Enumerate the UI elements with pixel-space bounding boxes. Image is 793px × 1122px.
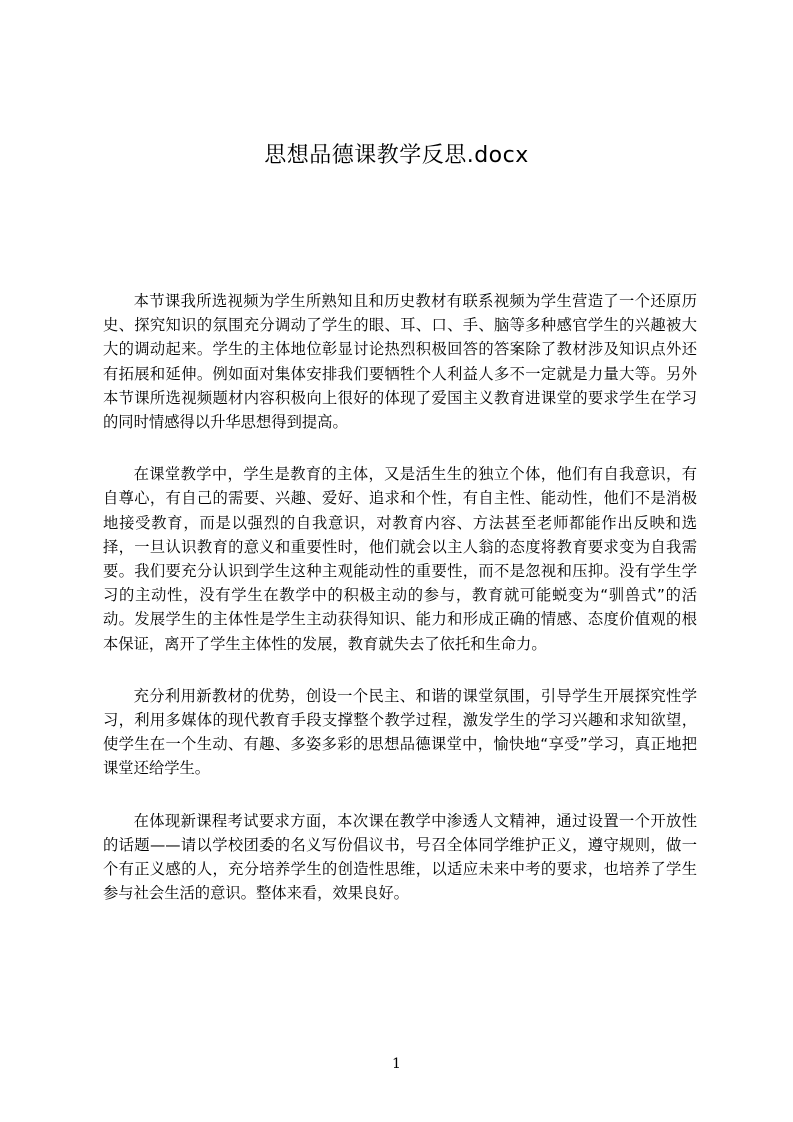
paragraph-4: 在体现新课程考试要求方面，本次课在教学中渗透人文精神，通过设置一个开放性的话题——请以学校团委的名义写份倡议书，号召全体同学维护正义，遵守规则，做一个有正义感的人，充分培养学生的创造性思维，以适应未来中考的要求，也培养了学生参与社会生活的意识。整体来看，效果良好。 <box>103 811 697 903</box>
paragraph-3: 充分利用新教材的优势，创设一个民主、和谐的课堂氛围，引导学生开展探究性学习，利用多媒体的现代教育手段支撑整个教学过程，激发学生的学习兴趣和求知欲望，使学生在一个生动、有趣、多姿多彩的思想品德课堂中，愉快地“享受”学习，真正地把课堂还给学生。 <box>103 686 697 778</box>
page-number: 1 <box>392 1056 401 1072</box>
document-title: 思想品德课教学反思.docx <box>264 143 529 168</box>
document-body <box>103 289 697 933</box>
paragraph-2: 在课堂教学中，学生是教育的主体，又是活生生的独立个体，他们有自我意识，有自尊心，有自己的需要、兴趣、爱好、追求和个性，有自主性、能动性，他们不是消极地接受教育，而是以强烈的自我意识，对教育内容、方法甚至老师都能作出反映和选择，一旦认识教育的意义和重要性时，他们就会以主人翁的态度将教育要求变为自我需要。我们要充分认识到学生这种主观能动性的重要性，而不是忽视和压抑。没有学生学习的主动性，没有学生在教学中的积极主动的参与，教育就可能蜕变为“驯兽式”的活动。发展学生的主体性是学生主动获得知识、能力和形成正确的情感、态度价值观的根本保证，离开了学生主体性的发展，教育就失去了依托和生命力。 <box>103 465 697 653</box>
paragraph-1: 本节课我所选视频为学生所熟知且和历史教材有联系视频为学生营造了一个还原历史、探究知识的氛围充分调动了学生的眼、耳、口、手、脑等多种感官学生的兴趣被大大的调动起来。学生的主体地位彰显讨论热烈积极回答的答案除了教材涉及知识点外还有拓展和延伸。例如面对集体安排我们要牺牲个人利益人多不一定就是力量大等。另外本节课所选视频题材内容积极向上很好的体现了爱国主义教育进课堂的要求学生在学习的同时情感得以升华思想得到提高。 <box>103 292 697 432</box>
